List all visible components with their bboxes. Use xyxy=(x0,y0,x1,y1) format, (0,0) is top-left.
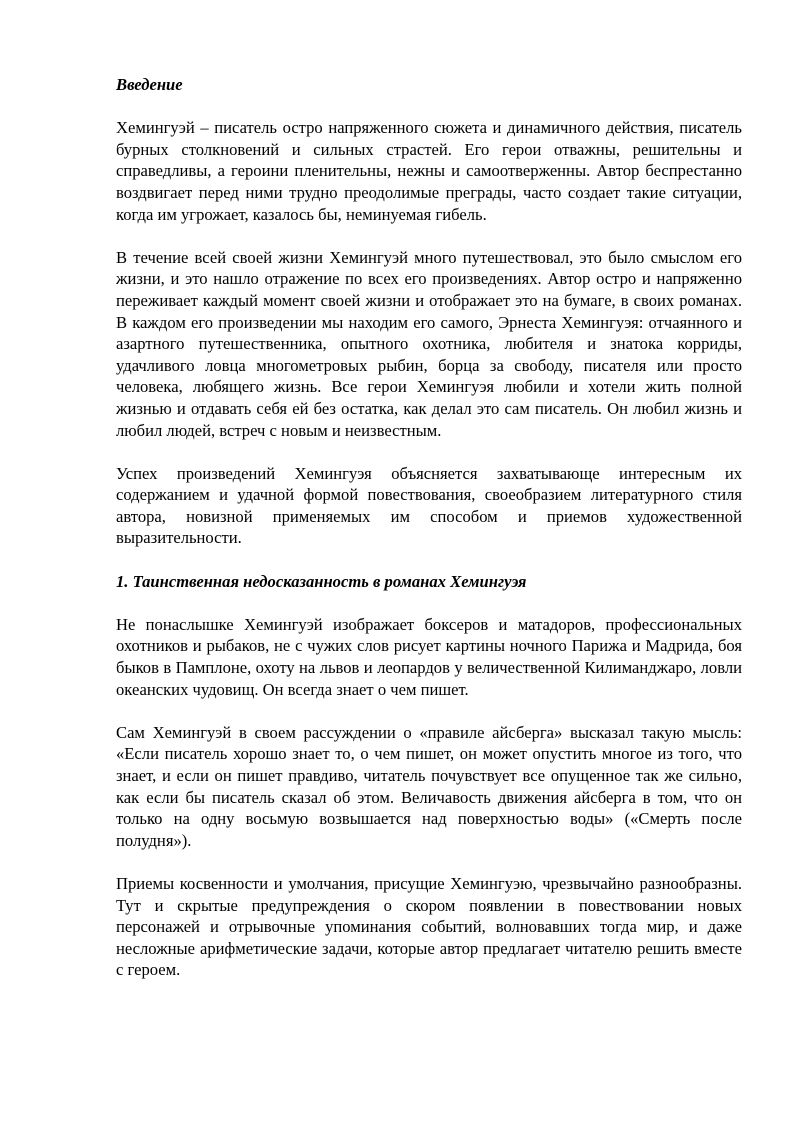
paragraph-intro-2: В течение всей своей жизни Хемингуэй много путешествовал, это было смыслом его жизни, и это нашло отражение по всех его произведениях. Автор остро и напряженно переживает каждый момент своей жизни и отображает это на бумаге, в своих романах. В каждом его произведении мы находим его самого, Эрнеста Хемингуэя: отчаянного и азартного путешественника, опытного охотника, любителя и знатока корриды, удачливого ловца многометровых рыбин, борца за свободу, писателя или просто человека, любящего жизнь. Все герои Хемингуэя любили и хотели жить полной жизнью и отдавать себя ей без остатка, как делал это сам писатель. Он любил жизнь и любил людей, встреч с новым и неизвестным. xyxy=(116,247,742,440)
document-page xyxy=(116,74,742,981)
heading-section-1: 1. Таинственная недосказанность в романах Хемингуэя xyxy=(116,571,527,591)
paragraph-intro-3: Успех произведений Хемингуэя объясняется захватывающе интересным их содержанием и удачной формой повествования, своеобразием литературного стиля автора, новизной применяемых им способом и приемов художественной выразительности. xyxy=(116,463,742,548)
paragraph-section1-1: Не понаслышке Хемингуэй изображает боксеров и матадоров, профессиональных охотников и рыбаков, не с чужих слов рисует картины ночного Парижа и Мадрида, боя быков в Памплоне, охоту на львов и леопардов у величественной Килиманджаро, ловли океанских чудовищ. Он всегда знает о чем пишет. xyxy=(116,614,742,699)
paragraph-section1-3: Приемы косвенности и умолчания, присущие Хемингуэю, чрезвычайно разнообразны. Тут и скрытые предупреждения о скором появлении в повествовании новых персонажей и отрывочные упоминания событий, волновавших тогда мир, и даже несложные арифметические задачи, которые автор предлагает читателю решить вместе с героем. xyxy=(116,873,742,980)
heading-introduction: Введение xyxy=(116,75,183,94)
paragraph-section1-2: Сам Хемингуэй в своем рассуждении о «правиле айсберга» высказал такую мысль: «Если писатель хорошо знает то, о чем пишет, он может опустить многое из того, что знает, и если он пишет правдиво, читатель почувствует все опущенное так же сильно, как если бы писатель сказал об этом. Величавость движения айсберга в том, что он только на одну восьмую возвышается над поверхностью воды» («Смерть после полудня»). xyxy=(116,722,742,850)
paragraph-intro-1: Хемингуэй – писатель остро напряженного сюжета и динамичного действия, писатель бурных столкновений и сильных страстей. Его герои отважны, решительны и справедливы, а героини пленительны, нежны и самоотверженны. Автор беспрестанно воздвигает перед ними трудно преодолимые преграды, часто создает такие ситуации, когда им угрожает, казалось бы, неминуемая гибель. xyxy=(116,118,742,224)
